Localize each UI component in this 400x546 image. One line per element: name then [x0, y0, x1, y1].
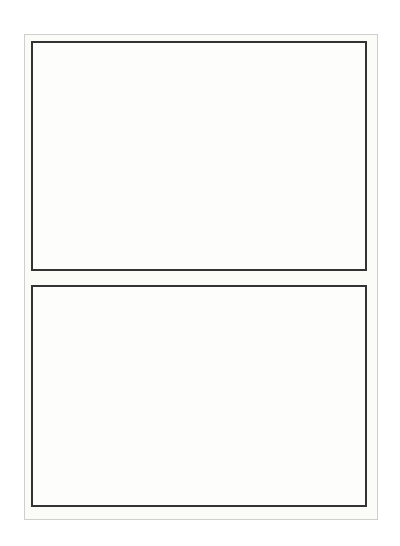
- scanned-page: [24, 34, 378, 520]
- village-list-panel: [31, 41, 367, 271]
- geography-panel: [31, 285, 367, 507]
